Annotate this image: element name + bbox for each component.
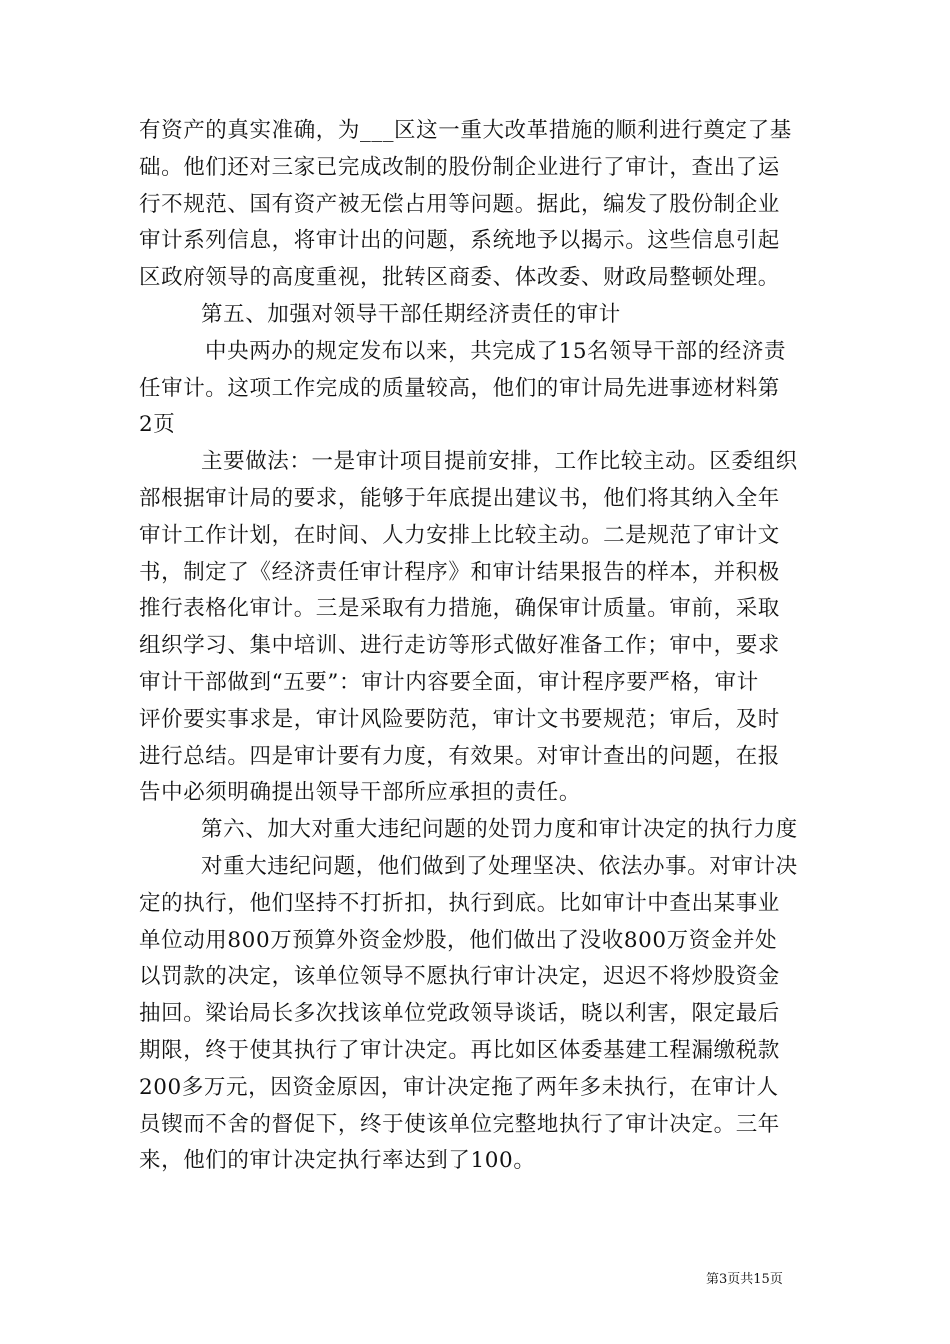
text-line: 以罚款的决定，该单位领导不愿执行审计决定，迟迟不将炒股资金 [139,964,780,990]
text-line: 单位动用800万预算外资金炒股，他们做出了没收800万资金并处 [139,927,778,953]
text-line: 主要做法：一是审计项目提前安排，工作比较主动。区委组织 [201,449,798,475]
text-line: 础。他们还对三家已完成改制的股份制企业进行了审计，查出了运 [139,154,780,180]
text-line: 部根据审计局的要求，能够于年底提出建议书，他们将其纳入全年 [139,485,780,511]
text-line: 审计系列信息，将审计出的问题，系统地予以揭示。这些信息引起 [139,228,780,254]
text-line: 任审计。这项工作完成的质量较高，他们的审计局先进事迹材料第 [139,375,780,401]
text-line: 有资产的真实准确，为___区这一重大改革措施的顺利进行奠定了基 [139,118,792,143]
document-body [139,113,811,1180]
text-line: 2页 [139,412,176,438]
text-line: 进行总结。四是审计要有力度，有效果。对审计查出的问题，在报 [139,743,780,769]
text-line: 抽回。梁诒局长多次找该单位党政领导谈话，晓以利害，限定最后 [139,1001,780,1027]
text-line: 员锲而不舍的督促下，终于使该单位完整地执行了审计决定。三年 [139,1111,780,1137]
text-line: 告中必须明确提出领导干部所应承担的责任。 [139,780,582,806]
text-line: 期限，终于使其执行了审计决定。再比如区体委基建工程漏缴税款 [139,1037,780,1063]
text-line: 对重大违纪问题，他们做到了处理坚决、依法办事。对审计决 [201,853,798,879]
text-line: 行不规范、国有资产被无偿占用等问题。据此，编发了股份制企业 [139,191,780,217]
text-line: 审计工作计划，在时间、人力安排上比较主动。二是规范了审计文 [139,522,780,548]
text-line: 评价要实事求是，审计风险要防范，审计文书要规范；审后，及时 [139,706,780,732]
text-line: 推行表格化审计。三是采取有力措施，确保审计质量。审前，采取 [139,596,780,622]
text-line: 书，制定了《经济责任审计程序》和审计结果报告的样本，并积极 [139,559,780,585]
text-line: 200多万元，因资金原因，审计决定拖了两年多未执行，在审计人 [139,1074,779,1100]
section-heading: 第六、加大对重大违纪问题的处罚力度和审计决定的执行力度 [201,817,798,843]
text-line: 中央两办的规定发布以来，共完成了15名领导干部的经济责 [205,338,787,364]
page-number: 第3页共15页 [706,1272,783,1287]
text-line: 定的执行，他们坚持不打折扣，执行到底。比如审计中查出某事业 [139,890,780,916]
text-line: 审计干部做到“五要”：审计内容要全面，审计程序要严格，审计 [139,669,759,695]
section-heading: 第五、加强对领导干部任期经济责任的审计 [201,301,621,327]
text-line: 区政府领导的高度重视，批转区商委、体改委、财政局整顿处理。 [139,265,780,291]
text-line: 来，他们的审计决定执行率达到了100。 [139,1148,536,1174]
text-line: 组织学习、集中培训、进行走访等形式做好准备工作；审中，要求 [139,633,780,659]
